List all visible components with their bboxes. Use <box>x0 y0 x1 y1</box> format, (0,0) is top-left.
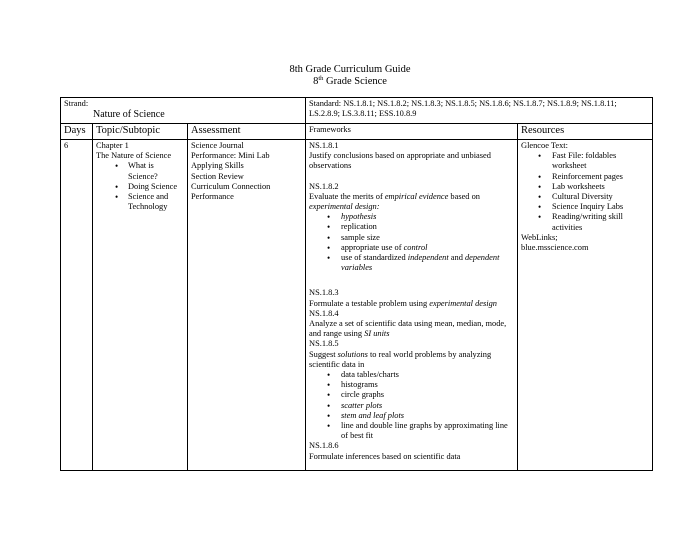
resource-item: • Cultural Diversity <box>521 192 649 202</box>
resources-list <box>521 151 649 233</box>
framework-code: NS.1.8.1 <box>309 141 339 150</box>
topic-item: • Science and Technology <box>96 192 184 212</box>
design-item: • use of standardized independent and dependent variables <box>309 253 514 273</box>
resource-item: • Reinforcement pages <box>521 172 649 182</box>
header-row <box>61 124 653 140</box>
topic-item: • What is Science? <box>96 161 184 181</box>
topic-cell <box>93 140 188 471</box>
resource-item: • Lab worksheets <box>521 182 649 192</box>
data-display-item: • line and double line graphs by approximating line of best fit <box>309 421 514 441</box>
resource-item: • Reading/writing skill activities <box>521 212 649 232</box>
resources-heading: Glencoe Text: <box>521 141 568 150</box>
design-item: • sample size <box>309 233 514 243</box>
framework-text: Justify conclusions based on appropriate and unbiased observations <box>309 151 491 171</box>
standard-text: Standard: NS.1.8.1; NS.1.8.2; NS.1.8.3; NS.1.8.5; NS.1.8.6; NS.1.8.7; NS.1.8.9; NS.1.8.11; LS.2.8.9; LS.3.8.11; ESS.10.8.9 <box>309 99 617 119</box>
topic-chapter: Chapter 1 <box>96 141 129 150</box>
design-item: • hypothesis <box>309 212 514 222</box>
frameworks-cell <box>306 140 518 471</box>
header-frameworks: Frameworks <box>306 124 518 140</box>
topic-name: The Nature of Science <box>96 151 172 161</box>
header-topic: Topic/Subtopic <box>93 124 188 140</box>
framework-code: NS.1.8.6 <box>309 441 339 451</box>
title-line-2 <box>0 76 700 88</box>
design-item: • replication <box>309 222 514 232</box>
title-ordinal-suffix: th <box>318 75 324 82</box>
strand-row <box>61 98 653 124</box>
framework-code: NS.1.8.4 <box>309 308 339 318</box>
assessment-item: Science Journal <box>191 141 244 150</box>
resource-item: • Fast File: foldables worksheet <box>521 151 649 171</box>
title-grade-label: Grade Science <box>323 76 387 87</box>
framework-code: NS.1.8.2 <box>309 181 339 191</box>
header-days: Days <box>61 124 93 140</box>
data-display-item: • histograms <box>309 380 514 390</box>
standard-cell <box>306 98 653 124</box>
framework-code: NS.1.8.5 <box>309 339 339 349</box>
design-list <box>309 212 514 273</box>
framework-text: Analyze a set of scientific data using mean, median, mode, and range using SI units <box>309 319 507 339</box>
header-assessment: Assessment <box>188 124 306 140</box>
assessment-item: Performance: Mini Lab <box>191 151 270 161</box>
weblinks-url[interactable]: blue.msscience.com <box>521 243 589 253</box>
strand-value: Nature of Science <box>93 109 165 121</box>
framework-text: Formulate inferences based on scientific data <box>309 451 461 461</box>
assessment-item: Performance <box>191 192 234 202</box>
framework-text: Suggest solutions to real world problems by analyzing scientific data in <box>309 349 492 369</box>
weblinks-label: WebLinks; <box>521 232 558 242</box>
days-cell: 6 <box>61 140 93 471</box>
assessment-item: Applying Skills <box>191 161 244 171</box>
strand-cell <box>61 98 306 124</box>
data-display-item: • stem and leaf plots <box>309 411 514 421</box>
data-display-list <box>309 370 514 441</box>
framework-code: NS.1.8.3 <box>309 288 339 298</box>
resource-item: • Science Inquiry Labs <box>521 202 649 212</box>
topic-item: • Doing Science <box>96 182 184 192</box>
resources-cell <box>518 140 653 471</box>
document-title <box>0 64 700 88</box>
strand-label: Strand: <box>64 99 89 108</box>
design-item: • appropriate use of control <box>309 243 514 253</box>
title-grade-number: 8 <box>313 76 319 87</box>
curriculum-table <box>60 97 653 471</box>
content-row <box>61 140 653 471</box>
framework-text: Evaluate the merits of empirical evidence based on experimental design: <box>309 191 480 212</box>
data-display-item: • data tables/charts <box>309 370 514 380</box>
topic-list <box>96 161 184 212</box>
assessment-item: Curriculum Connection <box>191 181 271 191</box>
header-resources: Resources <box>518 124 653 140</box>
assessment-cell <box>188 140 306 471</box>
data-display-item: • circle graphs <box>309 390 514 400</box>
title-line-1: 8th Grade Curriculum Guide <box>289 64 411 75</box>
data-display-item: • scatter plots <box>309 401 514 411</box>
framework-text: Formulate a testable problem using experimental design <box>309 298 497 308</box>
assessment-item: Section Review <box>191 171 244 181</box>
